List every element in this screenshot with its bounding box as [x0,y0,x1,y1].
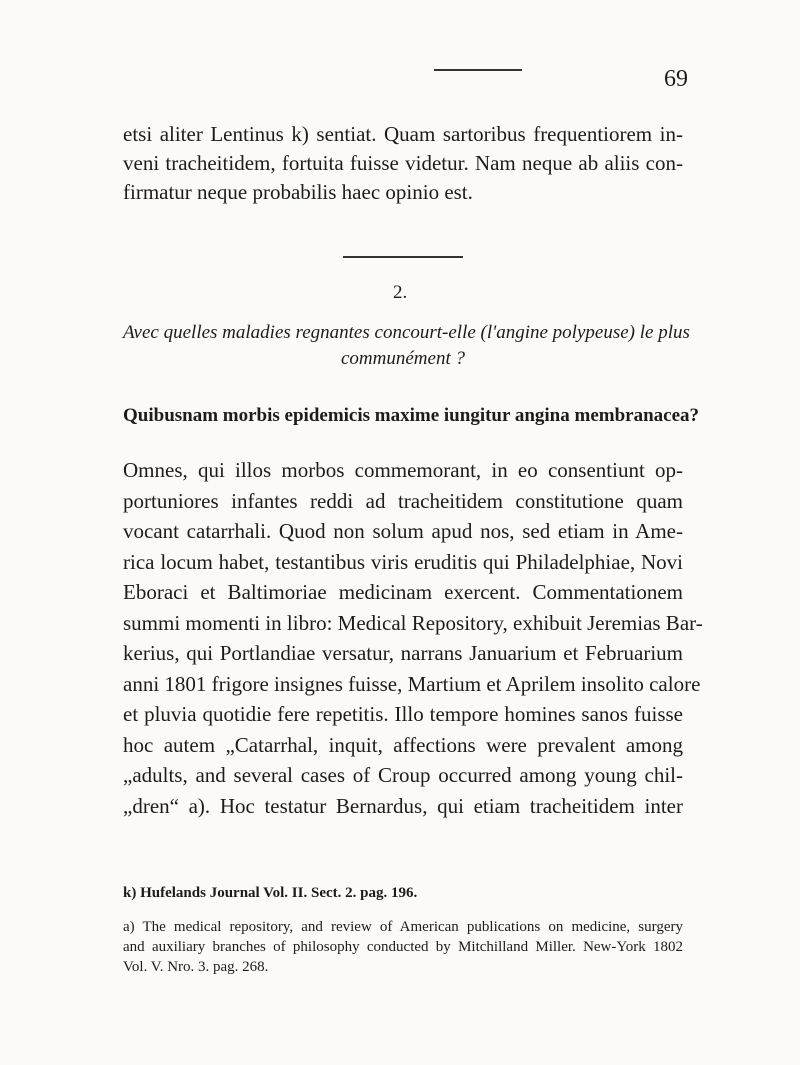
section-number: 2. [393,282,408,303]
french-question [123,320,690,372]
text-line: veni tracheitidem, fortuita fuisse videtur. Nam neque ab aliis con- [123,151,683,175]
text-line: Eboraci et Baltimoriae medicinam exercent. Commentationem [123,580,683,604]
footnote-line: and auxiliary branches of philosophy conducted by Mitchilland Miller. New-York 1802 [123,939,683,955]
text-line: kerius, qui Portlandiae versatur, narrans Januarium et Februarium [123,641,683,665]
text-line: Avec quelles maladies regnantes concourt-elle (l'angine polypeuse) le plus [123,322,690,343]
text-line: et pluvia quotidie fere repetitis. Illo tempore homines sanos fuisse [123,702,683,726]
text-line: rica locum habet, testantibus viris eruditis qui Philadelphiae, Novi [123,549,683,574]
footnotes [123,883,683,977]
text-line: etsi aliter Lentinus k) sentiat. Quam sartoribus frequentiorem in- [123,122,683,146]
opening-paragraph [123,120,683,207]
text-line: summi momenti in libro: Medical Repository, exhibuit Jeremias Bar- [123,610,703,635]
header-rule [434,69,522,71]
page-number: 69 [664,66,688,92]
body-paragraph [123,455,703,821]
text-line: portuniores infantes reddi ad tracheitidem constitutione quam [123,488,683,513]
footnote-line: Vol. V. Nro. 3. pag. 268. [123,959,269,975]
footnote-a [123,917,683,977]
text-line: „dren“ a). Hoc testatur Bernardus, qui etiam tracheitidem inter [123,793,683,818]
text-line: vocant catarrhali. Quod non solum apud nos, sed etiam in Ame- [123,519,683,543]
text-line: anni 1801 frigore insignes fuisse, Martium et Aprilem insolito calore [123,671,701,696]
footnote-k: k) Hufelands Journal Vol. II. Sect. 2. pag. 196. [123,885,418,901]
text-line: Omnes, qui illos morbos commemorant, in eo consentiunt op- [123,458,683,482]
section-rule [343,256,463,258]
text-line: firmatur neque probabilis haec opinio est. [123,180,473,204]
text-line: communément ? [341,348,465,369]
footnote-line: a) The medical repository, and review of American publications on medicine, surgery [123,919,683,935]
text-line: hoc autem „Catarrhal, inquit, affections were prevalent among [123,732,683,757]
text-line: „adults, and several cases of Croup occurred among young chil- [123,763,683,787]
latin-question: Quibusnam morbis epidemicis maxime iungitur angina membranacea? [123,405,700,426]
